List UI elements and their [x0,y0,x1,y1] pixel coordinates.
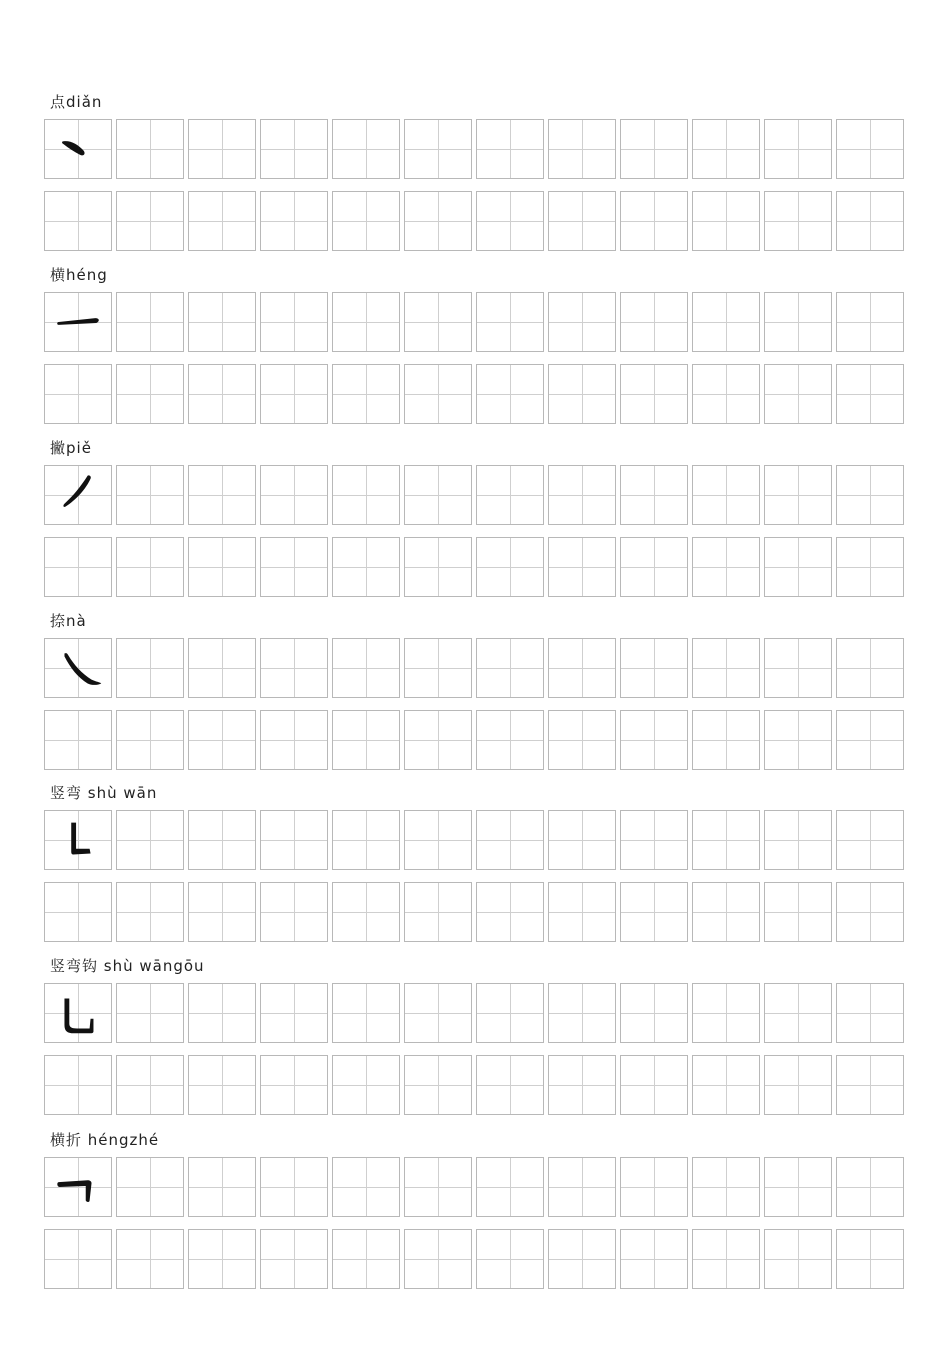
grid-row [44,292,904,352]
model-cell [44,119,112,179]
practice-cell[interactable] [116,1229,184,1289]
practice-cell[interactable] [692,710,760,770]
practice-cell[interactable] [332,191,400,251]
practice-cell[interactable] [548,983,616,1043]
stroke-label: 竖弯 shù wān [50,784,158,802]
practice-cell[interactable] [260,1157,328,1217]
practice-cell[interactable] [620,364,688,424]
practice-cell[interactable] [116,882,184,942]
practice-cell[interactable] [116,1157,184,1217]
practice-cell[interactable] [116,537,184,597]
practice-cell[interactable] [188,1229,256,1289]
practice-cell[interactable] [476,119,544,179]
practice-cell[interactable] [476,191,544,251]
practice-cell[interactable] [332,537,400,597]
practice-cell[interactable] [404,465,472,525]
model-cell [44,810,112,870]
practice-cell[interactable] [692,537,760,597]
practice-cell[interactable] [476,1055,544,1115]
grid-row [44,537,904,597]
practice-cell[interactable] [116,1055,184,1115]
stroke-label: 横héng [50,266,108,284]
practice-cell[interactable] [332,983,400,1043]
grid-row [44,810,904,870]
practice-cell[interactable] [260,119,328,179]
practice-cell[interactable] [620,119,688,179]
grid-row [44,710,904,770]
practice-cell[interactable] [692,364,760,424]
practice-cell[interactable] [404,191,472,251]
practice-cell[interactable] [764,983,832,1043]
model-cell [44,292,112,352]
grid-row [44,1055,904,1115]
practice-cell[interactable] [836,810,904,870]
practice-cell[interactable] [764,638,832,698]
practice-cell[interactable] [620,292,688,352]
practice-cell[interactable] [188,710,256,770]
practice-cell[interactable] [548,638,616,698]
practice-cell[interactable] [476,364,544,424]
practice-cell[interactable] [44,882,112,942]
practice-cell[interactable] [620,465,688,525]
practice-cell[interactable] [764,1055,832,1115]
dot-stroke-icon [45,120,111,178]
practice-cell[interactable] [764,1157,832,1217]
practice-cell[interactable] [692,119,760,179]
practice-cell[interactable] [692,983,760,1043]
right-falling-stroke-icon [45,639,111,697]
practice-cell[interactable] [764,191,832,251]
practice-cell[interactable] [620,1229,688,1289]
practice-cell[interactable] [260,465,328,525]
practice-cell[interactable] [692,1055,760,1115]
horizontal-turn-stroke-icon [45,1158,111,1216]
grid-row [44,364,904,424]
grid-row [44,1229,904,1289]
practice-cell[interactable] [764,364,832,424]
stroke-label: 撇piě [50,439,92,457]
practice-cell[interactable] [620,983,688,1043]
practice-cell[interactable] [44,537,112,597]
left-falling-stroke-icon [45,466,111,524]
practice-cell[interactable] [188,983,256,1043]
practice-cell[interactable] [116,465,184,525]
practice-cell[interactable] [548,1157,616,1217]
practice-cell[interactable] [836,537,904,597]
practice-cell[interactable] [44,710,112,770]
practice-cell[interactable] [260,1055,328,1115]
practice-cell[interactable] [260,292,328,352]
practice-cell[interactable] [548,810,616,870]
practice-cell[interactable] [836,710,904,770]
practice-cell[interactable] [116,983,184,1043]
practice-cell[interactable] [764,710,832,770]
practice-cell[interactable] [764,537,832,597]
practice-cell[interactable] [260,537,328,597]
practice-cell[interactable] [260,364,328,424]
practice-cell[interactable] [620,1157,688,1217]
practice-cell[interactable] [404,1055,472,1115]
practice-cell[interactable] [404,1229,472,1289]
practice-cell[interactable] [332,465,400,525]
practice-cell[interactable] [404,1157,472,1217]
grid-row [44,1157,904,1217]
practice-cell[interactable] [836,119,904,179]
practice-cell[interactable] [332,710,400,770]
practice-cell[interactable] [476,1229,544,1289]
practice-cell[interactable] [476,638,544,698]
practice-cell[interactable] [116,191,184,251]
practice-cell[interactable] [476,983,544,1043]
grid-row [44,465,904,525]
practice-cell[interactable] [764,119,832,179]
grid-row [44,983,904,1043]
practice-cell[interactable] [692,465,760,525]
practice-cell[interactable] [188,537,256,597]
practice-cell[interactable] [476,465,544,525]
practice-cell[interactable] [260,882,328,942]
stroke-label: 横折 héngzhé [50,1131,160,1149]
grid-row [44,882,904,942]
model-cell [44,1157,112,1217]
practice-cell[interactable] [332,1055,400,1115]
practice-cell[interactable] [116,364,184,424]
practice-cell[interactable] [836,882,904,942]
practice-cell[interactable] [548,191,616,251]
practice-cell[interactable] [260,810,328,870]
practice-cell[interactable] [764,810,832,870]
practice-cell[interactable] [404,983,472,1043]
practice-cell[interactable] [692,1157,760,1217]
practice-cell[interactable] [836,1055,904,1115]
practice-cell[interactable] [332,810,400,870]
practice-cell[interactable] [548,537,616,597]
practice-cell[interactable] [260,191,328,251]
practice-cell[interactable] [836,292,904,352]
practice-cell[interactable] [620,810,688,870]
horizontal-stroke-icon [45,293,111,351]
practice-cell[interactable] [476,810,544,870]
practice-cell[interactable] [188,882,256,942]
model-cell [44,638,112,698]
practice-cell[interactable] [476,537,544,597]
practice-cell[interactable] [476,882,544,942]
grid-row [44,119,904,179]
practice-cell[interactable] [692,292,760,352]
practice-cell[interactable] [116,810,184,870]
practice-cell[interactable] [116,710,184,770]
practice-cell[interactable] [548,292,616,352]
vertical-bend-hook-stroke-icon [45,984,111,1042]
vertical-bend-stroke-icon [45,811,111,869]
practice-cell[interactable] [332,119,400,179]
practice-cell[interactable] [404,292,472,352]
practice-cell[interactable] [476,1157,544,1217]
practice-cell[interactable] [188,810,256,870]
practice-cell[interactable] [116,119,184,179]
grid-row [44,638,904,698]
practice-cell[interactable] [44,191,112,251]
stroke-label: 点diǎn [50,93,103,111]
grid-row [44,191,904,251]
practice-cell[interactable] [332,1229,400,1289]
practice-cell[interactable] [620,537,688,597]
practice-cell[interactable] [476,710,544,770]
practice-cell[interactable] [332,638,400,698]
practice-cell[interactable] [404,364,472,424]
practice-cell[interactable] [404,882,472,942]
practice-cell[interactable] [548,364,616,424]
practice-cell[interactable] [548,119,616,179]
practice-cell[interactable] [692,191,760,251]
practice-cell[interactable] [620,710,688,770]
practice-cell[interactable] [692,1229,760,1289]
practice-cell[interactable] [620,191,688,251]
practice-cell[interactable] [836,983,904,1043]
practice-cell[interactable] [404,710,472,770]
practice-cell[interactable] [404,537,472,597]
practice-cell[interactable] [188,119,256,179]
practice-cell[interactable] [188,292,256,352]
practice-cell[interactable] [548,465,616,525]
model-cell [44,983,112,1043]
practice-cell[interactable] [332,1157,400,1217]
practice-cell[interactable] [692,882,760,942]
practice-cell[interactable] [332,882,400,942]
practice-cell[interactable] [764,465,832,525]
practice-cell[interactable] [44,364,112,424]
practice-cell[interactable] [836,465,904,525]
practice-cell[interactable] [836,1157,904,1217]
practice-cell[interactable] [548,710,616,770]
practice-cell[interactable] [260,638,328,698]
practice-cell[interactable] [764,1229,832,1289]
practice-cell[interactable] [44,1229,112,1289]
practice-cell[interactable] [836,638,904,698]
practice-cell[interactable] [188,1055,256,1115]
practice-cell[interactable] [692,638,760,698]
practice-cell[interactable] [404,119,472,179]
practice-cell[interactable] [836,1229,904,1289]
model-cell [44,465,112,525]
practice-cell[interactable] [116,292,184,352]
practice-cell[interactable] [188,191,256,251]
practice-cell[interactable] [620,1055,688,1115]
practice-cell[interactable] [260,1229,328,1289]
practice-cell[interactable] [764,882,832,942]
practice-cell[interactable] [836,191,904,251]
practice-cell[interactable] [404,810,472,870]
practice-cell[interactable] [692,810,760,870]
practice-cell[interactable] [188,1157,256,1217]
practice-cell[interactable] [116,638,184,698]
practice-cell[interactable] [476,292,544,352]
practice-cell[interactable] [260,710,328,770]
practice-cell[interactable] [188,465,256,525]
stroke-label: 捺nà [50,612,87,630]
practice-cell[interactable] [260,983,328,1043]
practice-cell[interactable] [332,292,400,352]
practice-cell[interactable] [404,638,472,698]
practice-cell[interactable] [332,364,400,424]
practice-cell[interactable] [188,638,256,698]
practice-cell[interactable] [620,638,688,698]
practice-cell[interactable] [548,882,616,942]
practice-cell[interactable] [44,1055,112,1115]
practice-cell[interactable] [548,1229,616,1289]
practice-cell[interactable] [548,1055,616,1115]
practice-cell[interactable] [188,364,256,424]
practice-cell[interactable] [764,292,832,352]
practice-cell[interactable] [620,882,688,942]
stroke-label: 竖弯钩 shù wāngōu [50,957,205,975]
practice-cell[interactable] [836,364,904,424]
